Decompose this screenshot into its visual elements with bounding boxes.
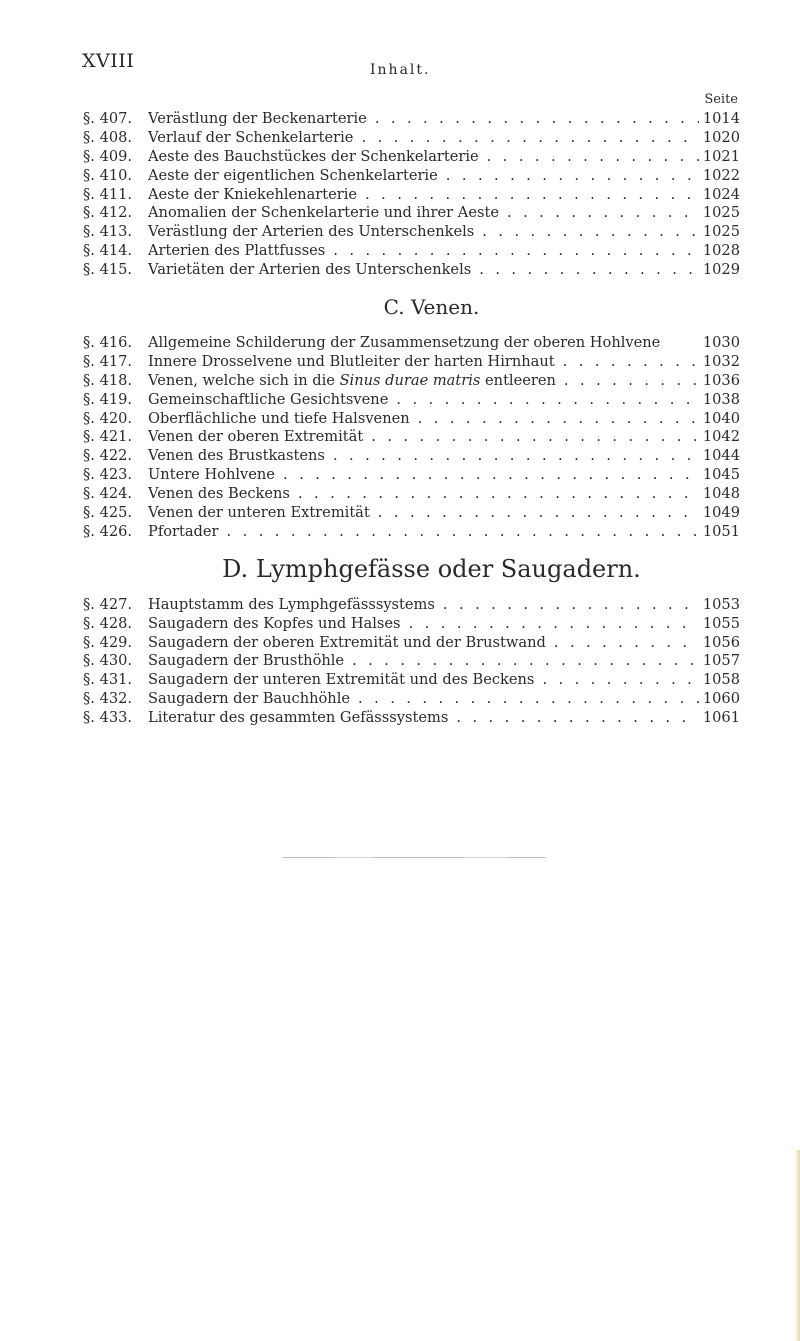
toc-entry	[83, 504, 740, 523]
page-number: XVIII	[82, 50, 135, 72]
section-number: §. 427.	[83, 595, 133, 613]
toc-entry	[83, 596, 740, 615]
section-number: §. 419.	[83, 390, 133, 408]
entry-title-text: Saugadern der oberen Extremität und der Brustwand	[148, 633, 546, 651]
page-ref: 1048	[702, 485, 740, 503]
footer-rule	[374, 857, 464, 858]
section-number: §. 411.	[83, 185, 133, 203]
page-ref: 1057	[702, 652, 740, 670]
footer-rule	[282, 857, 334, 858]
page-ref: 1029	[702, 261, 740, 279]
section-number: §. 431.	[83, 671, 133, 689]
section-number: §. 423.	[83, 466, 133, 484]
entry-title	[148, 129, 699, 148]
entry-title-text: Untere Hohlvene	[148, 466, 275, 484]
entry-title-text: entleeren	[480, 371, 556, 389]
page-ref: 1045	[702, 466, 740, 484]
toc-entry	[83, 334, 740, 353]
entry-title-text: Arterien des Plattfusses	[148, 242, 326, 260]
page-ref: 1014	[702, 110, 740, 127]
page-ref: 1040	[702, 409, 740, 427]
toc-entry	[83, 447, 740, 466]
entry-title	[148, 261, 699, 280]
entry-title-text: Venen, welche sich in die	[148, 371, 340, 389]
page-column-label: Seite	[704, 92, 738, 107]
toc-entry	[83, 523, 740, 542]
entry-title-text: Verästlung der Arterien des Unterschenkels	[148, 223, 475, 241]
toc-entry	[83, 186, 740, 205]
toc-entry	[83, 204, 740, 223]
entry-title-text: Anomalien der Schenkelarterie und ihrer Aeste	[148, 204, 499, 222]
entry-title-text: Oberflächliche und tiefe Halsvenen	[148, 409, 410, 427]
entry-title	[148, 615, 699, 634]
entry-title-text: Venen der oberen Extremität	[148, 428, 364, 446]
toc-entry	[83, 485, 740, 504]
footer-rule	[464, 857, 508, 858]
section-number: §. 432.	[83, 690, 133, 708]
page-ref: 1024	[702, 185, 740, 203]
toc-entry	[83, 148, 740, 167]
entry-title	[148, 485, 699, 504]
toc-entry	[83, 690, 740, 709]
section-number: §. 433.	[83, 709, 133, 727]
page-ref: 1042	[702, 428, 740, 446]
entry-title-text: Venen des Brustkastens	[148, 447, 325, 465]
toc-entry	[83, 652, 740, 671]
section-number: §. 422.	[83, 447, 133, 465]
entry-title-text: Saugadern der unteren Extremität und des Beckens	[148, 671, 535, 689]
toc-entry	[83, 110, 740, 129]
section-number: §. 410.	[83, 166, 133, 184]
section-number: §. 412.	[83, 204, 133, 222]
entry-title	[148, 690, 699, 709]
page-ref: 1049	[702, 504, 740, 522]
toc-entry	[83, 709, 740, 728]
section-number: §. 430.	[83, 652, 133, 670]
toc-body	[83, 110, 740, 728]
entry-title	[148, 186, 699, 205]
toc-entry	[83, 223, 740, 242]
entry-title	[148, 410, 699, 429]
section-number: §. 414.	[83, 242, 133, 260]
entry-title	[148, 391, 699, 410]
entry-title-text: Saugadern der Brusthöhle	[148, 652, 345, 670]
entry-title	[148, 634, 699, 653]
page-ref: 1061	[702, 709, 740, 727]
section-number: §. 425.	[83, 504, 133, 522]
entry-title-text: Verlauf der Schenkelarterie	[148, 128, 354, 146]
footer-rule	[508, 857, 546, 858]
entry-title-text: Aeste der eigentlichen Schenkelarterie	[148, 166, 438, 184]
entry-title	[148, 148, 699, 167]
page-ref: 1051	[702, 522, 740, 540]
toc-entry	[83, 634, 740, 653]
page-ref: 1055	[702, 614, 740, 632]
entry-title	[148, 504, 699, 523]
section-number: §. 426.	[83, 522, 133, 540]
page-ref: 1030	[702, 334, 740, 352]
section-heading: D. Lymphgefässe oder Saugadern.	[222, 554, 641, 583]
page-ref: 1056	[702, 633, 740, 651]
toc-entry	[83, 353, 740, 372]
entry-title-text: Hauptstamm des Lymphgefässsystems	[148, 595, 435, 613]
entry-title	[148, 671, 699, 690]
page-ref: 1021	[702, 147, 740, 165]
entry-title-text: Aeste des Bauchstückes der Schenkelarterie	[148, 147, 479, 165]
section-number: §. 416.	[83, 334, 133, 352]
page-ref: 1038	[702, 390, 740, 408]
entry-title-text: Gemeinschaftliche Gesichtsvene	[148, 390, 389, 408]
section-number: §. 408.	[83, 128, 133, 146]
toc-entry	[83, 615, 740, 634]
toc-entry	[83, 466, 740, 485]
section-number: §. 407.	[83, 110, 133, 127]
entry-title-text: Saugadern des Kopfes und Halses	[148, 614, 401, 632]
page-ref: 1020	[702, 128, 740, 146]
entry-title	[148, 372, 699, 391]
section-number: §. 420.	[83, 409, 133, 427]
footer-rule	[334, 857, 374, 858]
entry-title	[148, 110, 699, 129]
toc-entry	[83, 242, 740, 261]
toc-entry	[83, 671, 740, 690]
page-ref: 1032	[702, 352, 740, 370]
entry-title	[148, 242, 699, 261]
entry-title-text: Verästlung der Beckenarterie	[148, 110, 367, 127]
section-number: §. 413.	[83, 223, 133, 241]
section-number: §. 418.	[83, 371, 133, 389]
entry-title	[148, 428, 699, 447]
entry-title	[148, 709, 699, 728]
page-ref: 1025	[702, 204, 740, 222]
page-ref: 1058	[702, 671, 740, 689]
entry-title	[148, 652, 699, 671]
page-ref: 1053	[702, 595, 740, 613]
toc-entry	[83, 428, 740, 447]
toc-entry	[83, 261, 740, 280]
toc-entry	[83, 167, 740, 186]
entry-title	[148, 223, 699, 242]
section-number: §. 429.	[83, 633, 133, 651]
entry-title-text: Venen des Beckens	[148, 485, 290, 503]
page-ref: 1036	[702, 371, 740, 389]
page-ref: 1025	[702, 223, 740, 241]
table-of-contents	[83, 90, 740, 728]
entry-title-text: Innere Drosselvene und Blutleiter der harten Hirnhaut	[148, 352, 555, 370]
toc-entry	[83, 129, 740, 148]
entry-title-text: Literatur des gesammten Gefässsystems	[148, 709, 449, 727]
entry-title	[148, 353, 699, 372]
entry-title	[148, 167, 699, 186]
page-edge	[794, 1150, 800, 1341]
entry-title	[148, 523, 699, 542]
section-number: §. 428.	[83, 614, 133, 632]
entry-title	[148, 447, 699, 466]
page-ref: 1028	[702, 242, 740, 260]
section-number: §. 409.	[83, 147, 133, 165]
section-heading: C. Venen.	[383, 295, 480, 320]
section-number: §. 417.	[83, 352, 133, 370]
entry-title-text: Aeste der Kniekehlenarterie	[148, 185, 358, 203]
entry-title	[148, 334, 699, 353]
page-ref: 1060	[702, 690, 740, 708]
toc-entry	[83, 372, 740, 391]
toc-entry	[83, 410, 740, 429]
entry-title-text: Pfortader	[148, 522, 219, 540]
entry-title-text: Varietäten der Arterien des Unterschenkels	[148, 261, 472, 279]
entry-title	[148, 204, 699, 223]
entry-title-text: Saugadern der Bauchhöhle	[148, 690, 351, 708]
entry-title-text: Allgemeine Schilderung der Zusammensetzung der oberen Hohlvene	[148, 334, 661, 352]
running-title: Inhalt.	[370, 62, 431, 78]
section-number: §. 421.	[83, 428, 133, 446]
section-number: §. 424.	[83, 485, 133, 503]
entry-title-italic: Sinus durae matris	[339, 371, 481, 389]
toc-entry	[83, 391, 740, 410]
entry-title	[148, 466, 699, 485]
entry-title-text: Venen der unteren Extremität	[148, 504, 370, 522]
page-ref: 1044	[702, 447, 740, 465]
entry-title	[148, 596, 699, 615]
section-number: §. 415.	[83, 261, 133, 279]
page-ref: 1022	[702, 166, 740, 184]
